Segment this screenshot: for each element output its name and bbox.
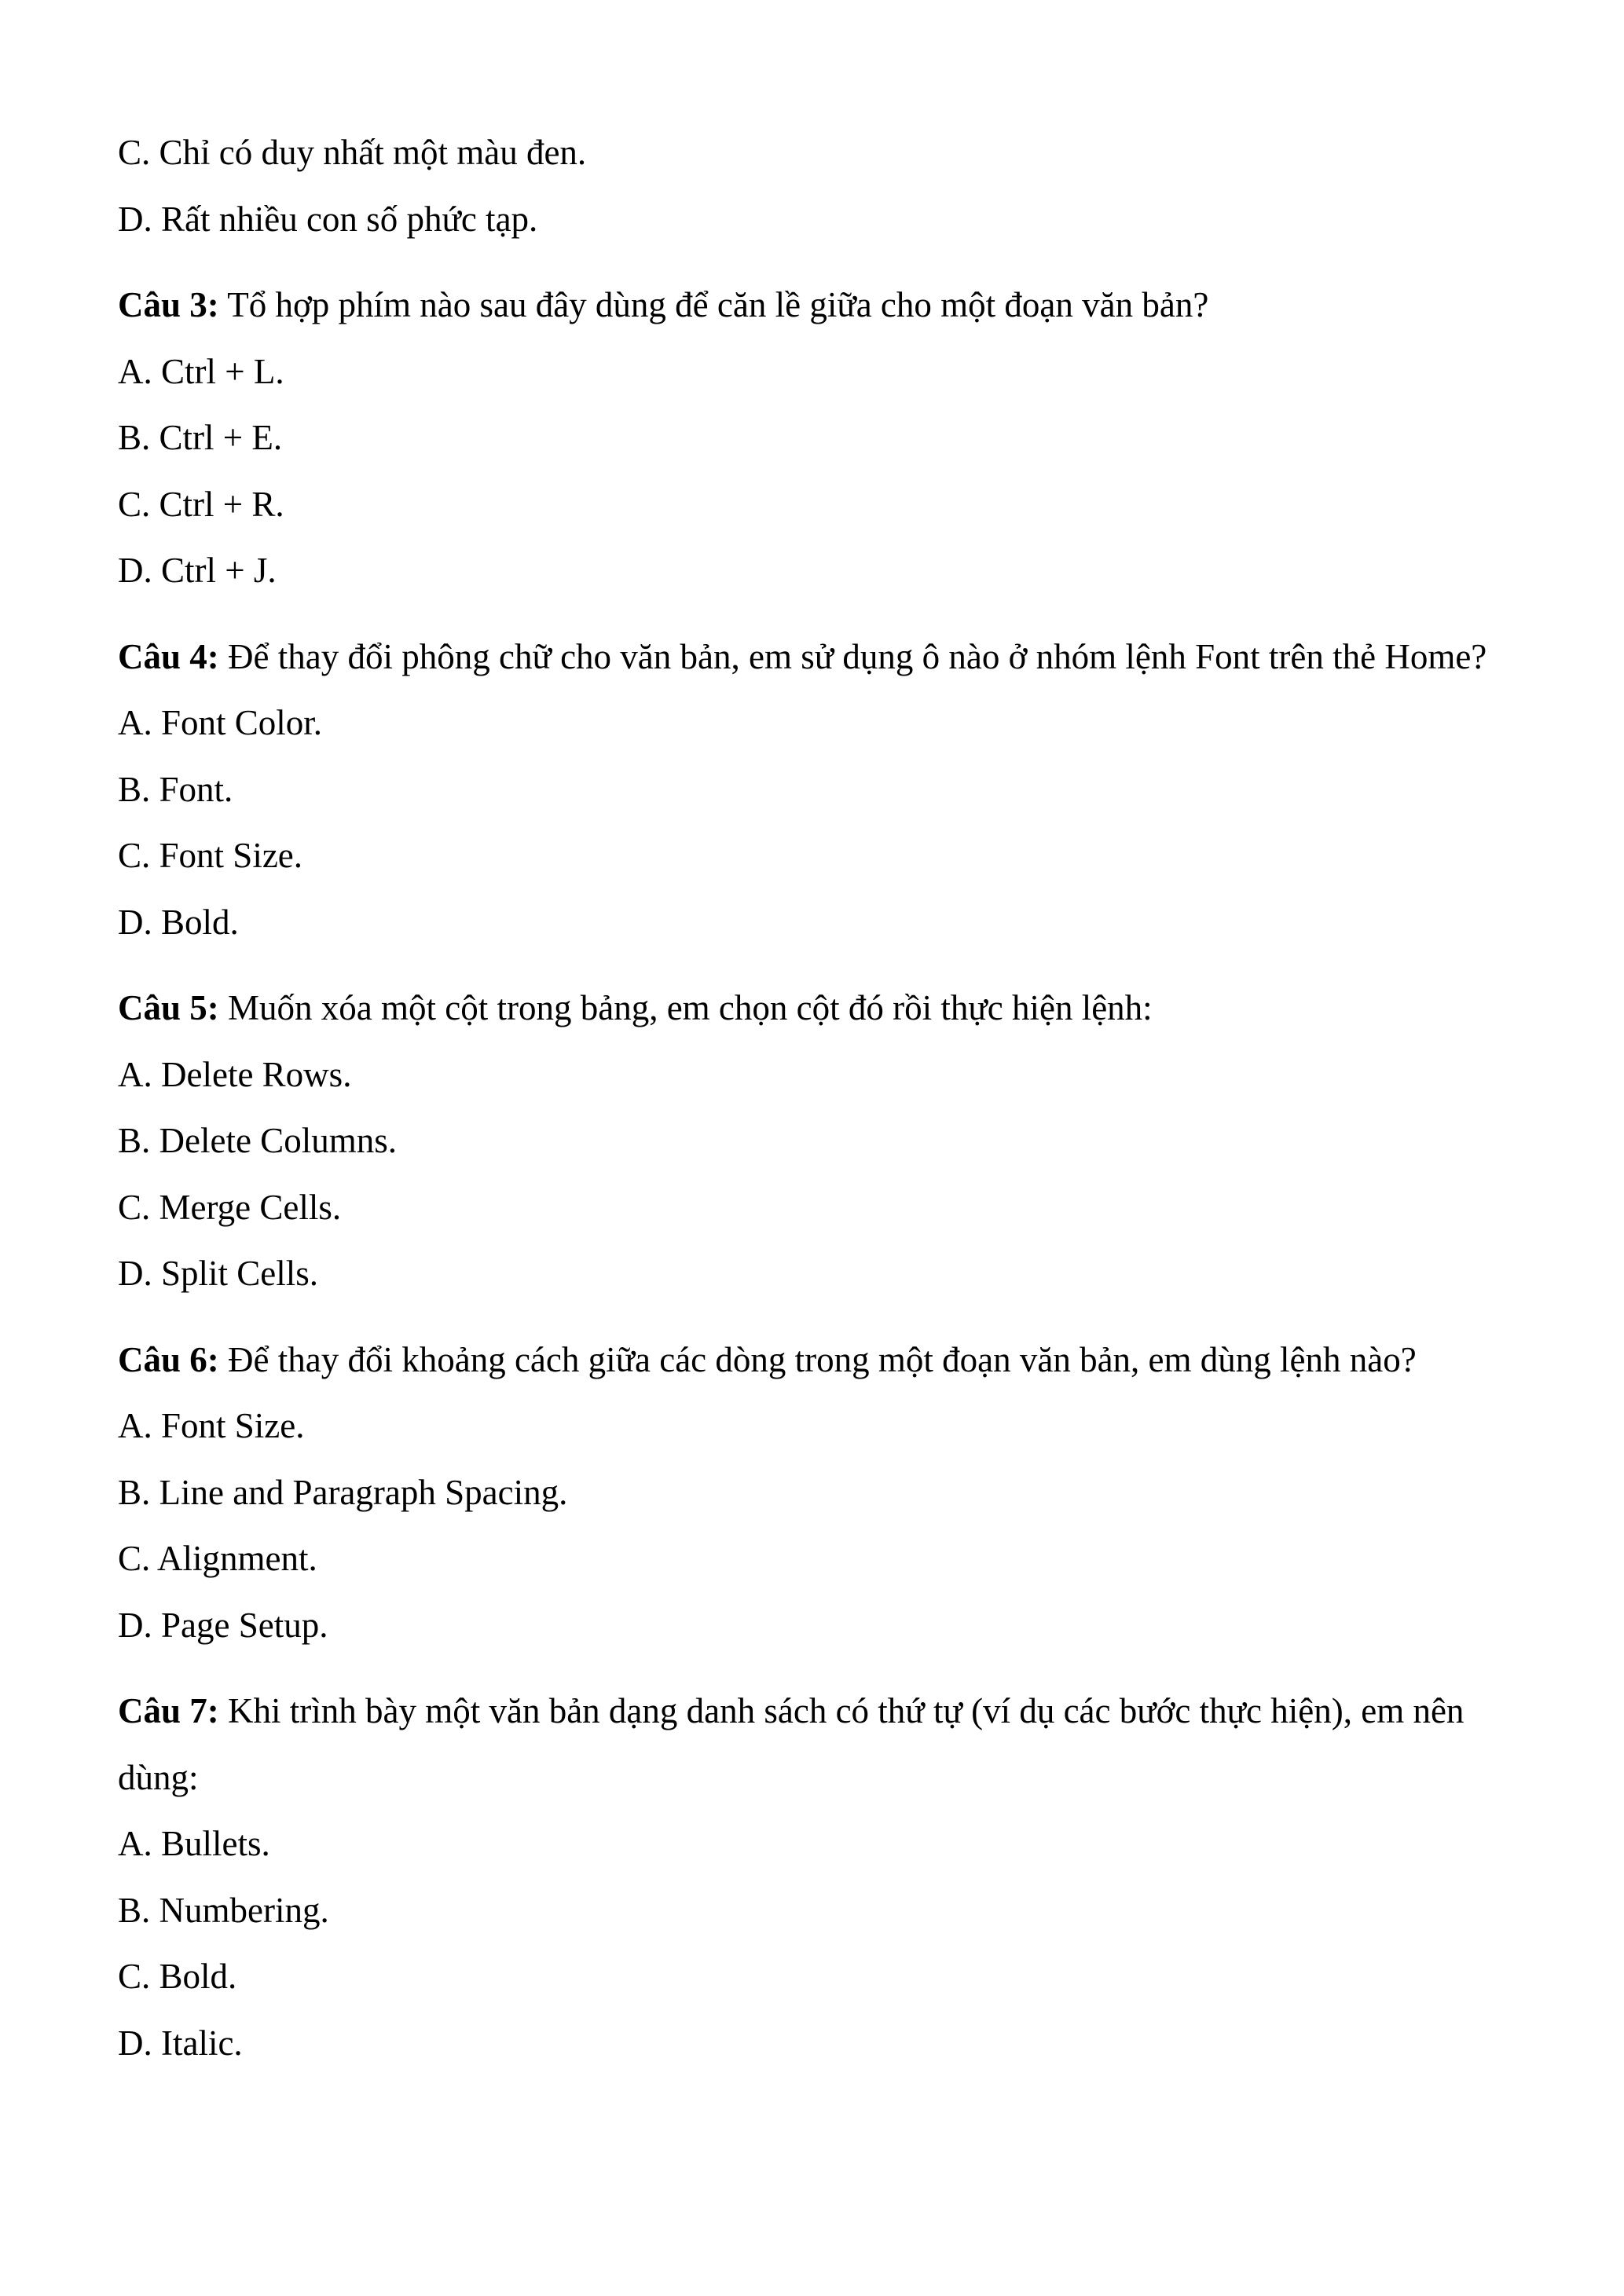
option-line: B. Ctrl + E.: [118, 418, 283, 457]
option-line: A. Font Color.: [118, 703, 323, 742]
option-line: B. Line and Paragraph Spacing.: [118, 1472, 568, 1512]
option-line: A. Bullets.: [118, 1824, 270, 1863]
question-label: Câu 7:: [118, 1691, 219, 1730]
option-line: D. Rất nhiều con số phức tạp.: [118, 199, 538, 239]
question-text: Tổ hợp phím nào sau đây dùng để căn lề giữa cho một đoạn văn bản?: [218, 285, 1209, 324]
question-text: Muốn xóa một cột trong bảng, em chọn cột đó rồi thực hiện lệnh:: [218, 988, 1153, 1027]
option-line: D. Page Setup.: [118, 1605, 328, 1645]
question-stem: [118, 1678, 1548, 1811]
document-page: [118, 119, 1548, 2076]
question-label: Câu 5:: [118, 988, 219, 1027]
option-line: D. Split Cells.: [118, 1254, 319, 1293]
option-line: A. Ctrl + L.: [118, 351, 284, 391]
option-line: C. Font Size.: [118, 836, 303, 875]
option-line: A. Delete Rows.: [118, 1054, 352, 1094]
option-line: C. Bold.: [118, 1957, 237, 1996]
option-line: B. Numbering.: [118, 1890, 329, 1930]
question-4: [118, 624, 1548, 956]
option-line: D. Italic.: [118, 2023, 243, 2063]
option-line: B. Font.: [118, 769, 233, 809]
option-line: C. Merge Cells.: [118, 1187, 342, 1227]
question-5: [118, 975, 1548, 1307]
question-stem: [118, 272, 1548, 339]
question-stem: [118, 1327, 1548, 1393]
question-stem: [118, 624, 1548, 690]
question-text: Khi trình bày một văn bản dạng danh sách có thứ tự (ví dụ các bước thực hiện), em nên dùng:: [118, 1691, 1465, 1797]
question-7: [118, 1678, 1548, 2076]
question-label: Câu 6:: [118, 1339, 219, 1379]
question-stem: [118, 975, 1548, 1042]
question-3: [118, 272, 1548, 604]
question-text: Để thay đổi khoảng cách giữa các dòng trong một đoạn văn bản, em dùng lệnh nào?: [218, 1339, 1417, 1379]
question-text: Để thay đổi phông chữ cho văn bản, em sử dụng ô nào ở nhóm lệnh Font trên thẻ Home?: [218, 636, 1487, 676]
question-6: [118, 1327, 1548, 1659]
question-label: Câu 4:: [118, 636, 219, 676]
question-label: Câu 3:: [118, 285, 219, 324]
option-line: C. Chỉ có duy nhất một màu đen.: [118, 133, 587, 172]
option-line: C. Ctrl + R.: [118, 484, 284, 524]
option-line: D. Bold.: [118, 902, 239, 942]
option-line: D. Ctrl + J.: [118, 551, 277, 590]
option-line: A. Font Size.: [118, 1406, 305, 1445]
option-line: C. Alignment.: [118, 1539, 317, 1578]
option-line: B. Delete Columns.: [118, 1121, 397, 1160]
